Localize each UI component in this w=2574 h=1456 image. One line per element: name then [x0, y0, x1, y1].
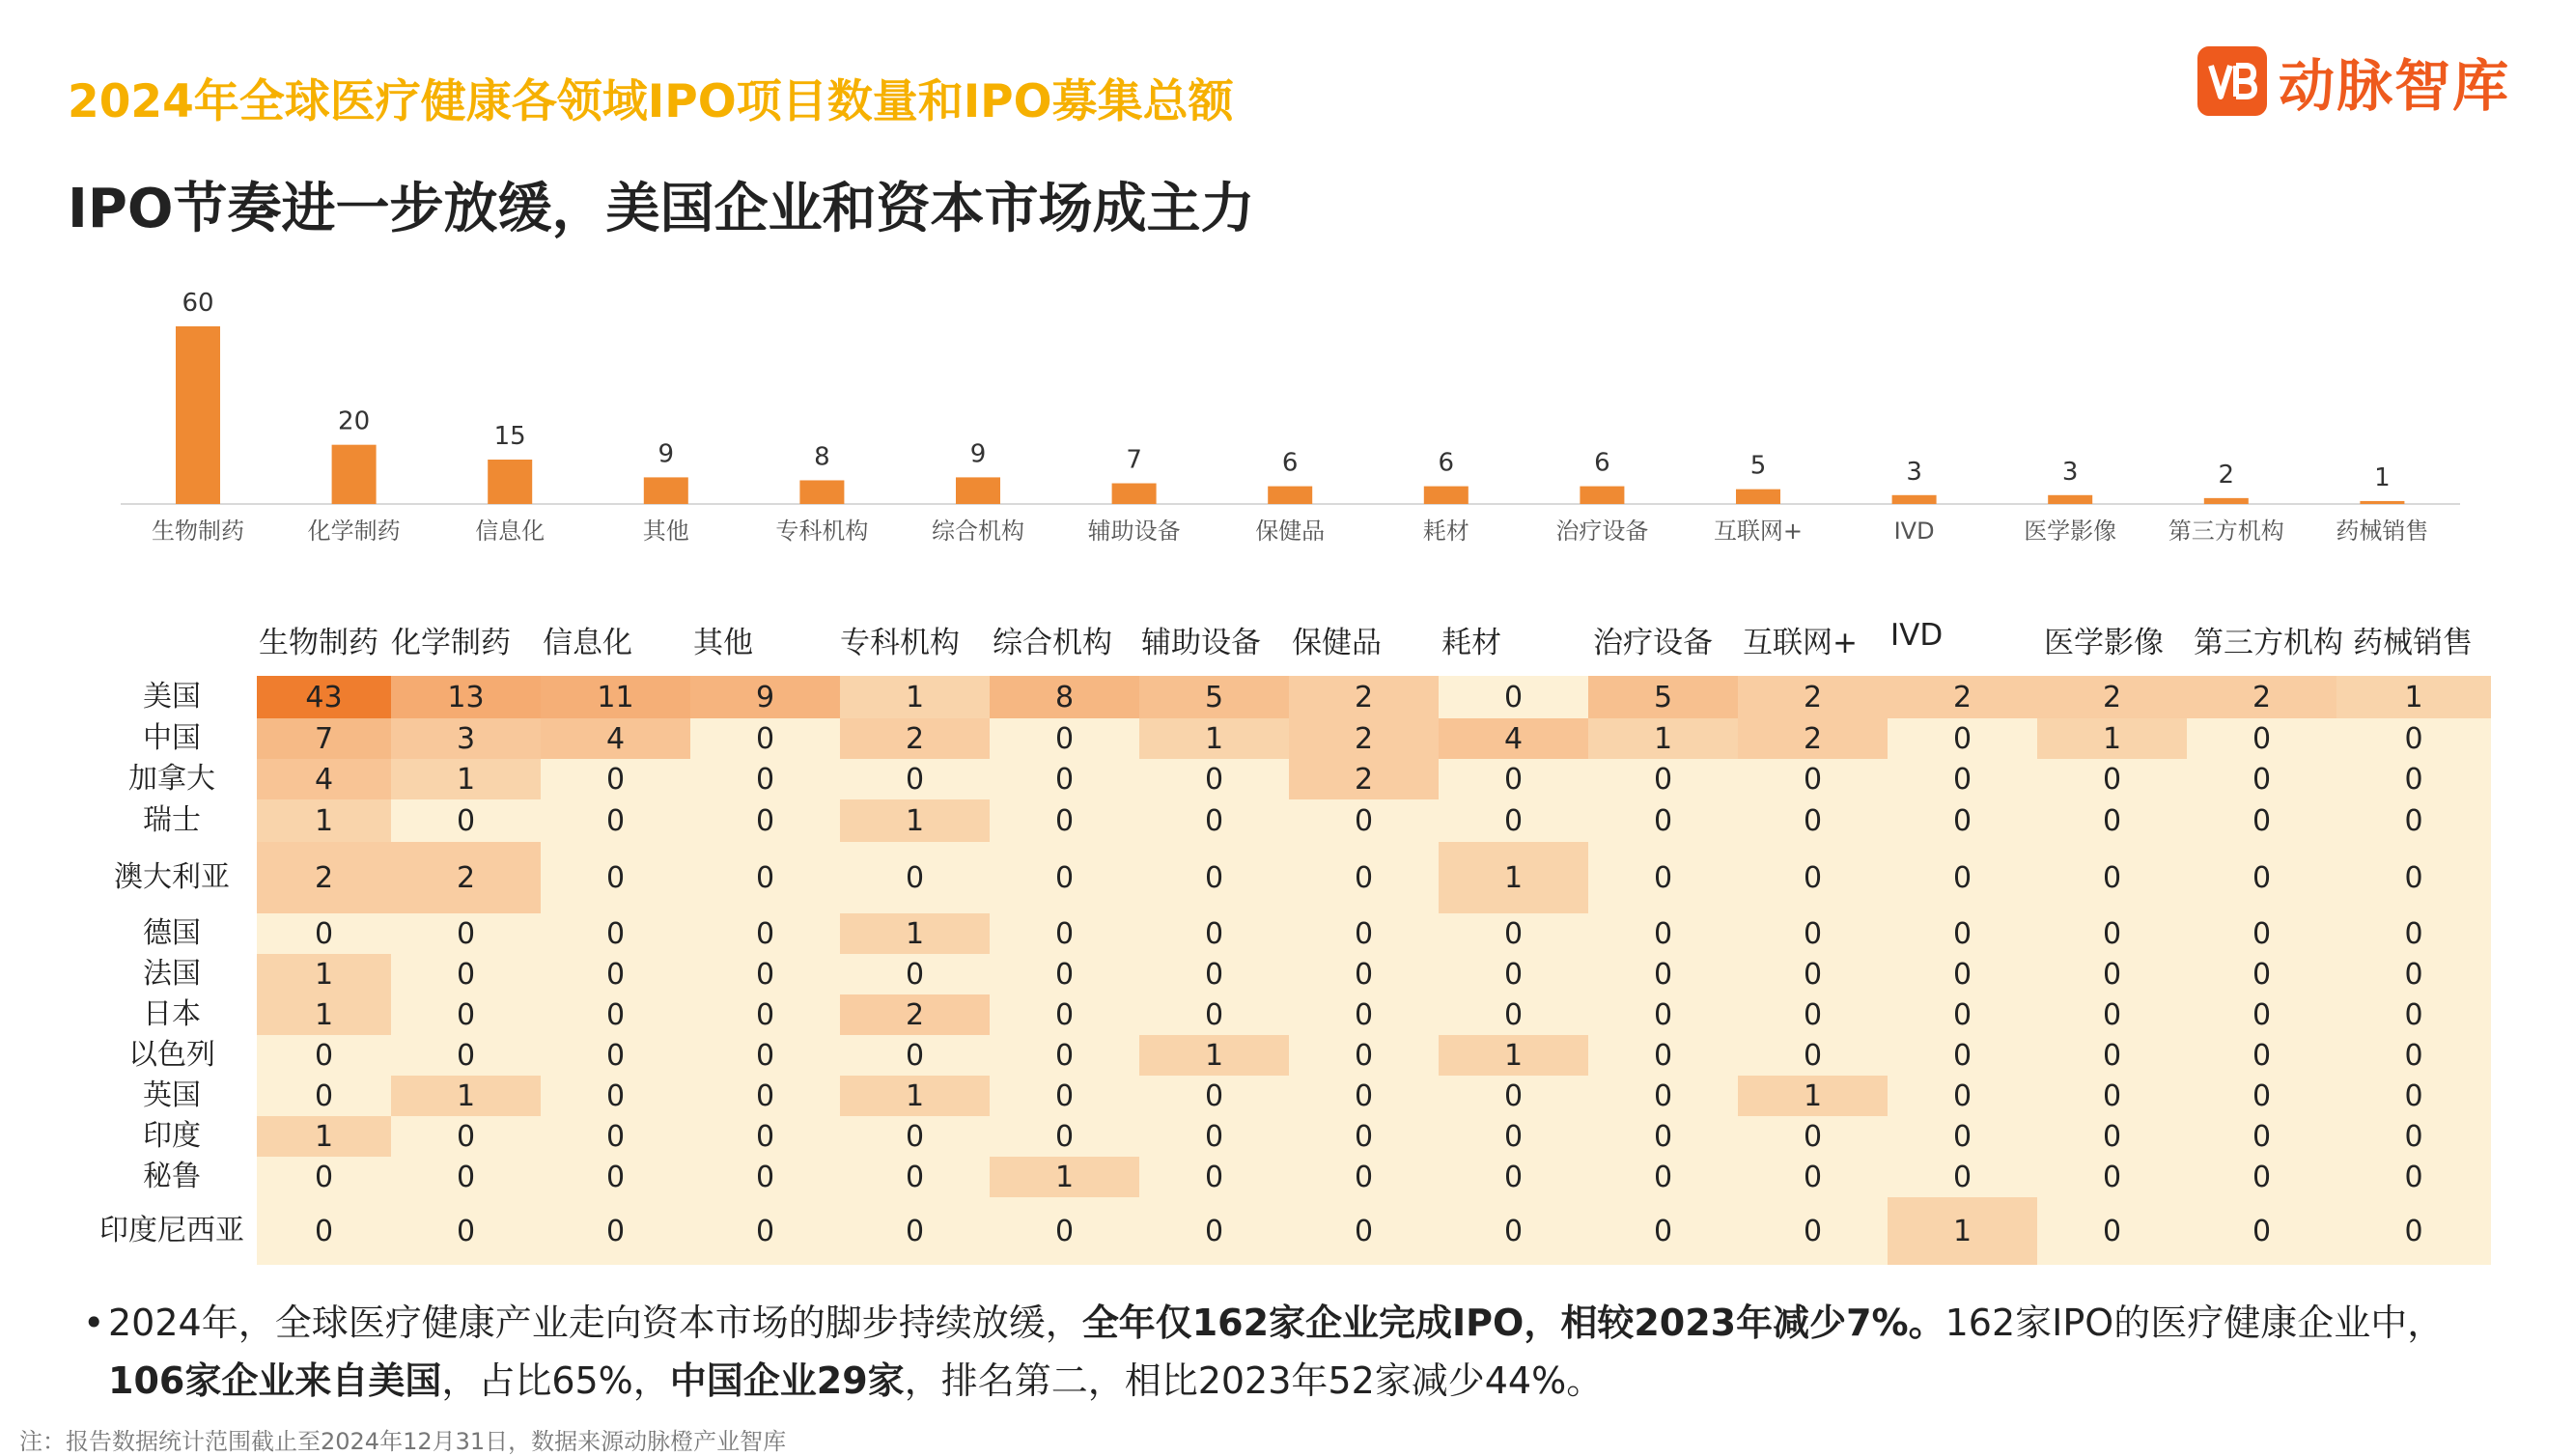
heatmap-cell: 0	[1888, 718, 2037, 759]
heatmap-cell: 0	[1738, 913, 1888, 954]
heatmap-cell: 0	[990, 913, 1139, 954]
heatmap-cell: 0	[2187, 954, 2336, 994]
x-tick-label: 医学影像	[2024, 518, 2117, 545]
heatmap-cell: 0	[391, 1197, 541, 1265]
bar	[1892, 495, 1937, 504]
bar	[644, 477, 688, 504]
heatmap-cell: 0	[2037, 1157, 2187, 1197]
heatmap-cell: 0	[1738, 759, 1888, 799]
summary-text-1: 2024年，全球医疗健康产业走向资本市场的脚步持续放缓，	[108, 1302, 1082, 1344]
bar	[1424, 487, 1469, 504]
heatmap-cell: 0	[2187, 913, 2336, 954]
x-tick-label: 治疗设备	[1555, 518, 1649, 545]
heatmap-cell: 0	[391, 1116, 541, 1157]
heatmap-cell: 0	[2037, 913, 2187, 954]
heatmap-cell: 0	[690, 799, 840, 842]
heatmap-column-header: 化学制药	[391, 626, 511, 660]
heatmap-cell: 2	[1888, 676, 2037, 718]
heatmap-cell: 1	[840, 913, 990, 954]
heatmap-cell: 0	[690, 1116, 840, 1157]
heatmap-cell: 0	[541, 1035, 690, 1076]
heatmap-cell: 0	[2187, 1035, 2336, 1076]
heatmap-cell: 0	[990, 1197, 1139, 1265]
heatmap-cell: 0	[2187, 1116, 2336, 1157]
heatmap-cell: 0	[2187, 842, 2336, 913]
heatmap-cell: 0	[1888, 913, 2037, 954]
heatmap-cell: 0	[1289, 913, 1439, 954]
heatmap-cell: 0	[1439, 913, 1588, 954]
bar-value-label: 6	[1594, 448, 1610, 478]
bar	[1112, 484, 1157, 504]
heatmap-cell: 0	[541, 799, 690, 842]
heatmap-column-header: 专科机构	[840, 626, 960, 660]
page-title: 2024年全球医疗健康各领域IPO项目数量和IPO募集总额	[68, 75, 1234, 128]
heatmap-cell: 0	[1888, 799, 2037, 842]
heatmap-cell: 0	[1289, 1197, 1439, 1265]
heatmap-cell: 0	[1738, 842, 1888, 913]
heatmap-cell: 1	[257, 799, 391, 842]
heatmap-cell: 1	[840, 676, 990, 718]
heatmap-cell: 1	[1439, 1035, 1588, 1076]
heatmap-cell: 0	[1888, 759, 2037, 799]
heatmap-cell: 0	[1439, 759, 1588, 799]
heatmap-cell: 0	[1588, 954, 1738, 994]
heatmap-cell: 0	[2037, 994, 2187, 1035]
heatmap-cell: 0	[1289, 1035, 1439, 1076]
heatmap-cell: 0	[690, 994, 840, 1035]
heatmap-cell: 0	[1139, 913, 1289, 954]
bar-value-label: 1	[2374, 462, 2391, 492]
summary-paragraph	[83, 1294, 2483, 1410]
x-tick-label: 综合机构	[932, 518, 1024, 545]
heatmap-cell: 4	[257, 759, 391, 799]
heatmap-cell: 0	[1738, 1035, 1888, 1076]
heatmap-cell: 0	[2336, 718, 2491, 759]
heatmap-cell: 0	[1139, 954, 1289, 994]
heatmap-cell: 0	[1139, 1076, 1289, 1116]
heatmap-cell: 0	[840, 1157, 990, 1197]
heatmap-cell: 1	[391, 1076, 541, 1116]
heatmap-cell: 11	[541, 676, 690, 718]
bullet-icon: •	[83, 1302, 105, 1344]
heatmap-row-label: 澳大利亚	[114, 860, 230, 894]
heatmap-cell: 0	[690, 718, 840, 759]
brand-logo	[2197, 44, 2510, 118]
summary-bold-2: 106家企业来自美国	[108, 1359, 442, 1402]
x-tick-label: 其他	[642, 518, 689, 545]
heatmap-cell: 0	[541, 1157, 690, 1197]
heatmap-cell: 9	[690, 676, 840, 718]
heatmap-cell: 4	[541, 718, 690, 759]
heatmap-cell: 0	[257, 1157, 391, 1197]
heatmap-cell: 0	[840, 1116, 990, 1157]
heatmap-cell: 0	[257, 1035, 391, 1076]
heatmap-cell: 0	[1439, 799, 1588, 842]
heatmap-cell: 0	[2336, 1116, 2491, 1157]
heatmap-cell: 0	[1588, 1157, 1738, 1197]
heatmap-cell: 0	[2037, 799, 2187, 842]
heatmap-cell: 0	[1588, 1035, 1738, 1076]
heatmap-cell: 2	[1289, 676, 1439, 718]
heatmap-row-label: 美国	[143, 680, 201, 714]
heatmap-cell: 0	[1588, 1116, 1738, 1157]
heatmap-cell: 0	[1738, 1116, 1888, 1157]
heatmap-cell: 0	[1588, 1197, 1738, 1265]
heatmap-cell: 0	[690, 1157, 840, 1197]
heatmap-column-header: 辅助设备	[1141, 626, 1261, 660]
heatmap-cell: 0	[2336, 913, 2491, 954]
heatmap-cell: 0	[1139, 1157, 1289, 1197]
heatmap-column-header: 综合机构	[993, 626, 1112, 660]
heatmap-cell: 0	[1588, 842, 1738, 913]
heatmap-row-label: 秘鲁	[143, 1160, 201, 1193]
bar-value-label: 2	[2218, 460, 2235, 490]
heatmap-column-header: 生物制药	[259, 626, 378, 660]
heatmap-cell: 0	[2336, 1076, 2491, 1116]
heatmap-cell: 1	[257, 1116, 391, 1157]
heatmap-row-label: 中国	[143, 721, 201, 755]
heatmap-column-header: IVD	[1890, 618, 1944, 653]
heatmap-cell: 0	[1139, 1197, 1289, 1265]
heatmap-cell: 0	[840, 1197, 990, 1265]
bar	[176, 326, 220, 504]
heatmap-cell: 0	[541, 1076, 690, 1116]
heatmap-cell: 0	[2336, 1157, 2491, 1197]
summary-text-4: ，排名第二，相比2023年52家减少44%。	[904, 1359, 1604, 1402]
heatmap-cell: 0	[1289, 1076, 1439, 1116]
heatmap-cell: 0	[1139, 842, 1289, 913]
heatmap-cell: 0	[257, 913, 391, 954]
heatmap-cell: 1	[2037, 718, 2187, 759]
heatmap-cell: 0	[2336, 759, 2491, 799]
heatmap-cell: 13	[391, 676, 541, 718]
bar-value-label: 9	[969, 439, 987, 469]
heatmap-cell: 0	[257, 1197, 391, 1265]
x-tick-label: 药械销售	[2336, 518, 2429, 545]
bar-value-label: 7	[1126, 445, 1142, 475]
heatmap-cell: 2	[2037, 676, 2187, 718]
heatmap-cell: 1	[257, 954, 391, 994]
heatmap-cell: 0	[1738, 954, 1888, 994]
heatmap-cell: 0	[1289, 842, 1439, 913]
heatmap-cell: 0	[1738, 1197, 1888, 1265]
heatmap-cell: 1	[990, 1157, 1139, 1197]
x-tick-label: 生物制药	[152, 518, 244, 545]
heatmap-cell: 2	[2187, 676, 2336, 718]
bar	[488, 460, 532, 504]
heatmap-column-header: 互联网+	[1743, 626, 1858, 660]
bar	[799, 480, 844, 504]
heatmap-cell: 0	[1139, 759, 1289, 799]
heatmap-cell: 0	[1738, 994, 1888, 1035]
heatmap-cell: 0	[1289, 994, 1439, 1035]
heatmap-cell: 0	[391, 913, 541, 954]
heatmap-cell: 0	[1439, 994, 1588, 1035]
heatmap-cell: 0	[2336, 994, 2491, 1035]
summary-text-3: ，占比65%，	[441, 1359, 670, 1402]
heatmap-cell: 0	[1888, 1157, 2037, 1197]
page-subtitle: IPO节奏进一步放缓，美国企业和资本市场成主力	[68, 178, 1255, 240]
heatmap-cell: 0	[990, 994, 1139, 1035]
heatmap-cell: 0	[990, 718, 1139, 759]
heatmap-row-label: 印度	[143, 1119, 201, 1153]
heatmap-column-header: 信息化	[543, 626, 632, 660]
heatmap-cell: 0	[1289, 954, 1439, 994]
heatmap-cell: 7	[257, 718, 391, 759]
heatmap-cell: 0	[1738, 1157, 1888, 1197]
heatmap-cell: 0	[1888, 1035, 2037, 1076]
heatmap-cell: 0	[541, 1116, 690, 1157]
heatmap-cell: 0	[391, 954, 541, 994]
heatmap-cell: 0	[1588, 913, 1738, 954]
heatmap-cell: 0	[1439, 1157, 1588, 1197]
heatmap-cell: 8	[990, 676, 1139, 718]
heatmap-cell: 0	[1439, 954, 1588, 994]
heatmap-cell: 0	[690, 759, 840, 799]
heatmap-cell: 0	[990, 799, 1139, 842]
heatmap-cell: 0	[2336, 799, 2491, 842]
heatmap-row-label: 瑞士	[143, 803, 201, 837]
heatmap-cell: 2	[257, 842, 391, 913]
heatmap-cell: 1	[391, 759, 541, 799]
heatmap-cell: 0	[1588, 1076, 1738, 1116]
heatmap-cell: 3	[391, 718, 541, 759]
heatmap-column-header: 保健品	[1292, 626, 1382, 660]
bar	[1580, 487, 1624, 504]
bar-value-label: 6	[1438, 448, 1455, 478]
heatmap-cell: 0	[990, 842, 1139, 913]
summary-bold-3: 中国企业29家	[669, 1359, 905, 1402]
heatmap-cell: 0	[840, 759, 990, 799]
bar	[1736, 490, 1780, 504]
bar-value-label: 20	[338, 406, 371, 436]
heatmap-cell: 1	[1588, 718, 1738, 759]
heatmap-cell: 1	[1738, 1076, 1888, 1116]
heatmap-cell: 0	[2336, 1197, 2491, 1265]
heatmap-cell: 0	[1439, 1116, 1588, 1157]
heatmap-cell: 1	[257, 994, 391, 1035]
heatmap-cell: 0	[1439, 1197, 1588, 1265]
x-tick-label: 专科机构	[775, 518, 869, 545]
heatmap-cell: 0	[391, 1035, 541, 1076]
heatmap-cell: 0	[541, 842, 690, 913]
bar-value-label: 60	[182, 289, 214, 318]
heatmap-cell: 0	[1588, 799, 1738, 842]
x-tick-label: 耗材	[1422, 518, 1469, 545]
bar	[2360, 501, 2404, 504]
heatmap-cell: 5	[1139, 676, 1289, 718]
heatmap-cell: 0	[1139, 799, 1289, 842]
heatmap-cell: 0	[690, 1076, 840, 1116]
heatmap-cell: 0	[1888, 954, 2037, 994]
bar	[2204, 498, 2249, 504]
heatmap-cell: 0	[2336, 1035, 2491, 1076]
heatmap-cell: 0	[1289, 1116, 1439, 1157]
bar-value-label: 9	[657, 439, 675, 469]
heatmap-cell: 0	[541, 954, 690, 994]
heatmap-cell: 0	[690, 1035, 840, 1076]
heatmap-cell: 0	[840, 842, 990, 913]
heatmap-cell: 0	[1139, 994, 1289, 1035]
heatmap-cell: 0	[690, 913, 840, 954]
heatmap-cell: 0	[1439, 676, 1588, 718]
bar	[2048, 495, 2092, 504]
heatmap-cell: 2	[1738, 676, 1888, 718]
heatmap-cell: 4	[1439, 718, 1588, 759]
x-tick-label: 信息化	[475, 518, 546, 545]
heatmap-cell: 0	[840, 954, 990, 994]
summary-bold-1: 全年仅162家企业完成IPO，相较2023年减少7%。	[1081, 1302, 1945, 1344]
heatmap-cell: 2	[1289, 718, 1439, 759]
heatmap-row-label: 加拿大	[128, 762, 215, 796]
heatmap-cell: 2	[840, 994, 990, 1035]
heatmap-cell: 0	[1139, 1116, 1289, 1157]
heatmap-cell: 1	[840, 799, 990, 842]
heatmap-cell: 2	[1289, 759, 1439, 799]
heatmap-row-label: 英国	[143, 1078, 201, 1112]
heatmap-cell: 0	[2187, 799, 2336, 842]
ipo-count-bar-chart	[0, 261, 2574, 570]
heatmap-column-header: 其他	[693, 626, 753, 660]
heatmap-cell: 0	[990, 1076, 1139, 1116]
bar-value-label: 6	[1281, 448, 1299, 478]
heatmap-cell: 0	[2187, 718, 2336, 759]
heatmap-cell: 2	[391, 842, 541, 913]
heatmap-cell: 0	[2336, 954, 2491, 994]
heatmap-cell: 0	[541, 759, 690, 799]
bar-value-label: 15	[493, 422, 526, 451]
heatmap-column-header: 第三方机构	[2194, 626, 2343, 660]
bar-value-label: 3	[1906, 457, 1922, 487]
heatmap-cell: 0	[1888, 1076, 2037, 1116]
x-tick-label: 保健品	[1255, 518, 1326, 545]
heatmap-row-label: 日本	[143, 997, 201, 1031]
bar-value-label: 3	[2061, 457, 2079, 487]
heatmap-cell: 1	[1888, 1197, 2037, 1265]
heatmap-cell: 0	[2037, 1035, 2187, 1076]
heatmap-cell: 0	[1888, 994, 2037, 1035]
footnote: 注：报告数据统计范围截止至2024年12月31日，数据来源动脉橙产业智库	[19, 1428, 787, 1455]
summary-text-2: 162家IPO的医疗健康企业中，	[1944, 1302, 2445, 1344]
heatmap-cell: 0	[2187, 759, 2336, 799]
heatmap-cell: 0	[840, 1035, 990, 1076]
heatmap-cell: 0	[1588, 759, 1738, 799]
x-tick-label: 化学制药	[307, 518, 401, 545]
heatmap-cell: 0	[2037, 842, 2187, 913]
heatmap-cell: 43	[257, 676, 391, 718]
heatmap-column-header: 治疗设备	[1593, 626, 1713, 660]
x-tick-label: IVD	[1893, 518, 1935, 545]
heatmap-cell: 1	[1439, 842, 1588, 913]
heatmap-column-header: 医学影像	[2044, 626, 2164, 660]
heatmap-cell: 0	[990, 954, 1139, 994]
heatmap-cell: 0	[1888, 842, 2037, 913]
heatmap-column-header: 耗材	[1441, 626, 1501, 660]
heatmap-cell: 0	[2187, 1197, 2336, 1265]
heatmap-cell: 0	[1289, 799, 1439, 842]
heatmap-row-label: 法国	[143, 957, 201, 991]
heatmap-cell: 2	[840, 718, 990, 759]
heatmap-cell: 5	[1588, 676, 1738, 718]
heatmap-cell: 0	[2187, 1076, 2336, 1116]
heatmap-cell: 0	[990, 759, 1139, 799]
x-tick-label: 互联网+	[1713, 518, 1804, 545]
brand-name: 动脉智库	[2279, 53, 2511, 119]
heatmap-cell: 0	[2037, 1197, 2187, 1265]
heatmap-cell: 0	[690, 1197, 840, 1265]
heatmap-cell: 0	[1738, 799, 1888, 842]
heatmap-cell: 0	[2037, 1076, 2187, 1116]
heatmap-cell: 0	[2037, 1116, 2187, 1157]
heatmap-cell: 1	[840, 1076, 990, 1116]
heatmap-cell: 0	[391, 994, 541, 1035]
heatmap-cell: 0	[257, 1076, 391, 1116]
heatmap-row-label: 以色列	[128, 1038, 215, 1072]
bar	[332, 445, 377, 504]
heatmap-cell: 0	[541, 994, 690, 1035]
heatmap-cell: 1	[1139, 1035, 1289, 1076]
heatmap-cell: 0	[690, 954, 840, 994]
heatmap-cell: 0	[1289, 1157, 1439, 1197]
heatmap-cell: 1	[2336, 676, 2491, 718]
heatmap-cell: 0	[690, 842, 840, 913]
bar-value-label: 5	[1749, 451, 1767, 481]
brand-mark-icon	[2197, 46, 2267, 116]
heatmap-cell: 0	[1439, 1076, 1588, 1116]
heatmap-cell: 0	[391, 1157, 541, 1197]
x-tick-label: 辅助设备	[1087, 518, 1181, 545]
heatmap-cell: 0	[1888, 1116, 2037, 1157]
heatmap-cell: 1	[1139, 718, 1289, 759]
heatmap-row-label: 德国	[143, 916, 201, 950]
heatmap-cell: 2	[1738, 718, 1888, 759]
heatmap-cell: 0	[990, 1116, 1139, 1157]
bar	[956, 477, 1000, 504]
x-tick-label: 第三方机构	[2168, 518, 2284, 545]
heatmap-cell: 0	[990, 1035, 1139, 1076]
heatmap-cell: 0	[541, 913, 690, 954]
heatmap-column-header: 药械销售	[2353, 626, 2473, 660]
heatmap-cell: 0	[2187, 994, 2336, 1035]
heatmap-row-label: 印度尼西亚	[99, 1214, 244, 1247]
bar-value-label: 8	[814, 442, 830, 472]
heatmap-cell: 0	[1588, 994, 1738, 1035]
heatmap-cell: 0	[2336, 842, 2491, 913]
heatmap-cell: 0	[541, 1197, 690, 1265]
heatmap-cell: 0	[2037, 954, 2187, 994]
bar	[1268, 487, 1312, 504]
heatmap-cell: 0	[2037, 759, 2187, 799]
heatmap-cell: 0	[391, 799, 541, 842]
heatmap-cell: 0	[2187, 1157, 2336, 1197]
